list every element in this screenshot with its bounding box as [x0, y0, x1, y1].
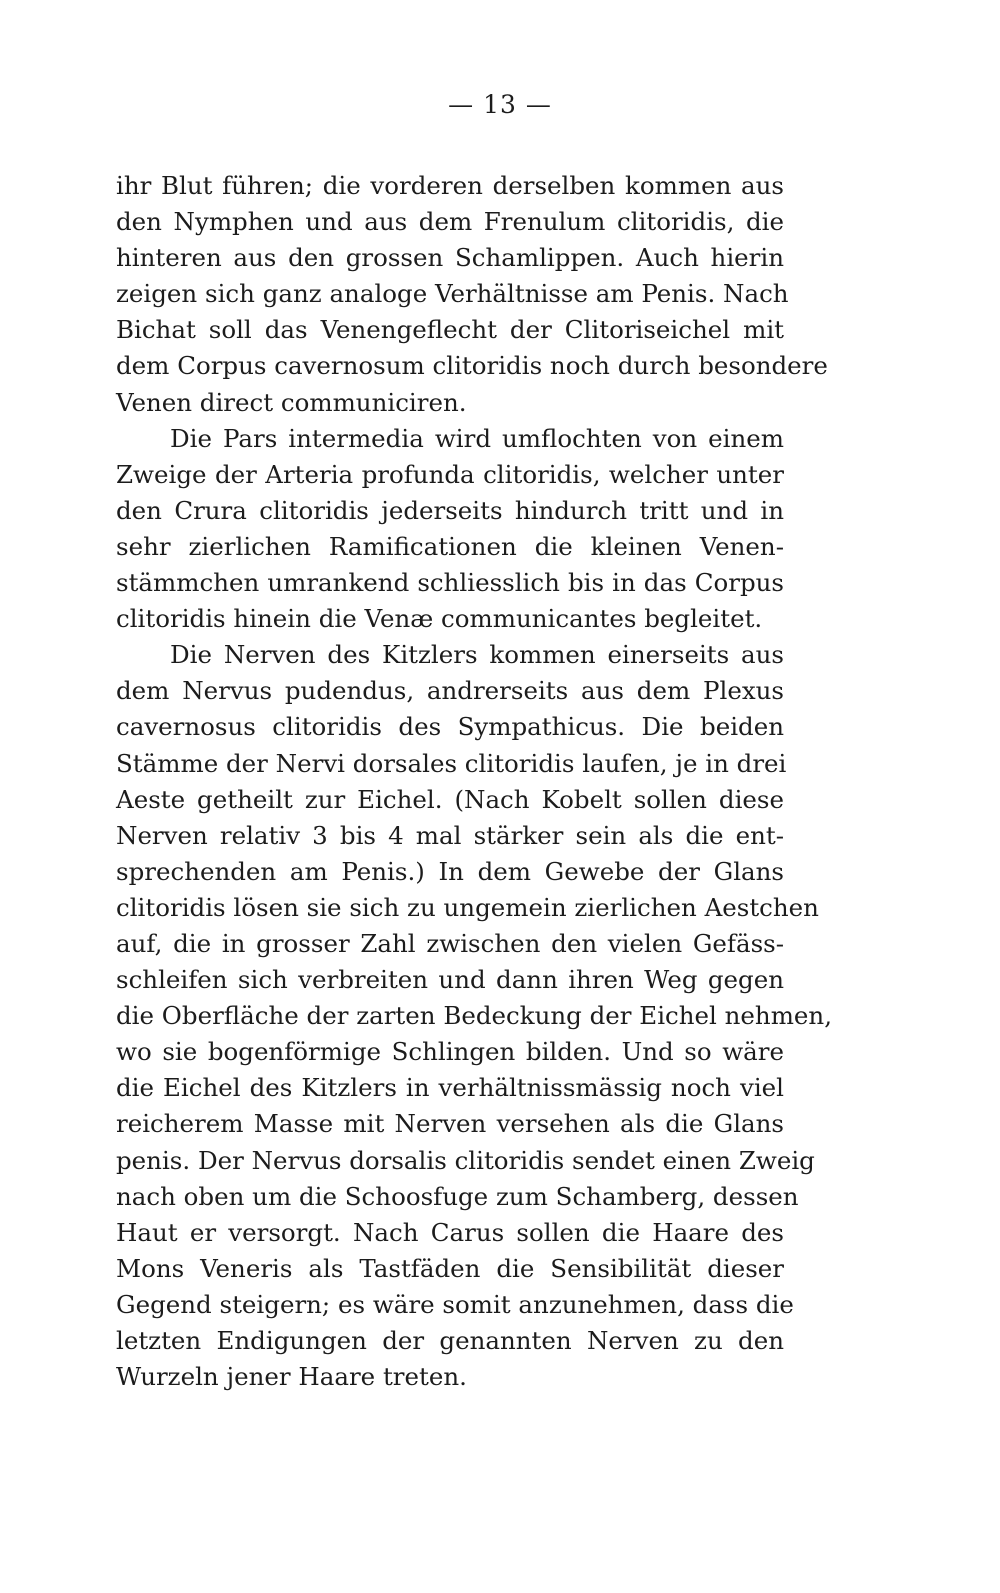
text-line: dem Nervus pudendus, andrerseits aus dem Plexus: [116, 676, 784, 706]
text-line: dem Corpus cavernosum clitoridis noch durch besondere: [116, 351, 828, 381]
text-line: den Nymphen und aus dem Frenulum clitoridis, die: [116, 207, 784, 237]
text-line: Nerven relativ 3 bis 4 mal stärker sein als die ent-: [116, 820, 784, 850]
text-line: wo sie bogenförmige Schlingen bilden. Und so wäre: [116, 1037, 784, 1067]
text-line: Haut er versorgt. Nach Carus sollen die Haare des: [116, 1217, 784, 1247]
text-line: Aeste getheilt zur Eichel. (Nach Kobelt sollen diese: [116, 784, 784, 814]
text-line: Venen direct communiciren.: [116, 387, 467, 417]
text-line: Die Pars intermedia wird umflochten von einem: [170, 423, 784, 453]
text-line: nach oben um die Schoosfuge zum Schamberg, dessen: [116, 1181, 799, 1211]
text-line: sprechenden am Penis.) In dem Gewebe der Glans: [116, 856, 784, 886]
text-line: die Eichel des Kitzlers in verhältnissmässig noch viel: [116, 1073, 784, 1103]
text-line: die Oberfläche der zarten Bedeckung der Eichel nehmen,: [116, 1001, 833, 1031]
text-line: hinteren aus den grossen Schamlippen. Auch hierin: [116, 243, 784, 273]
text-line: den Crura clitoridis jederseits hindurch tritt und in: [116, 495, 784, 525]
text-line: zeigen sich ganz analoge Verhältnisse am Penis. Nach: [116, 279, 789, 309]
text-line: Stämme der Nervi dorsales clitoridis laufen, je in drei: [116, 748, 787, 778]
text-line: Zweige der Arteria profunda clitoridis, welcher unter: [116, 459, 784, 489]
page-number: — 13 —: [448, 90, 552, 119]
text-line: reicherem Masse mit Nerven versehen als die Glans: [116, 1109, 784, 1139]
text-line: schleifen sich verbreiten und dann ihren Weg gegen: [116, 965, 784, 995]
text-line: sehr zierlichen Ramificationen die kleinen Venen-: [116, 531, 784, 561]
text-line: stämmchen umrankend schliesslich bis in das Corpus: [116, 568, 784, 598]
text-line: Wurzeln jener Haare treten.: [116, 1362, 467, 1392]
text-line: Die Nerven des Kitzlers kommen einerseits aus: [170, 640, 784, 670]
text-line: Mons Veneris als Tastfäden die Sensibilität dieser: [116, 1253, 784, 1283]
text-line: letzten Endigungen der genannten Nerven zu den: [116, 1326, 784, 1355]
text-line: clitoridis hinein die Venæ communicantes begleitet.: [116, 604, 763, 634]
text-line: auf, die in grosser Zahl zwischen den vielen Gefäss-: [116, 928, 784, 958]
text-line: penis. Der Nervus dorsalis clitoridis sendet einen Zweig: [116, 1145, 815, 1175]
text-line: cavernosus clitoridis des Sympathicus. Die beiden: [116, 712, 784, 742]
text-line: Gegend steigern; es wäre somit anzunehmen, dass die: [116, 1289, 794, 1319]
text-line: Bichat soll das Venengeflecht der Clitoriseichel mit: [116, 315, 784, 345]
text-line: clitoridis lösen sie sich zu ungemein zierlichen Aestchen: [116, 892, 819, 922]
text-body: [116, 168, 833, 1395]
text-line: ihr Blut führen; die vorderen derselben kommen aus: [116, 171, 784, 200]
